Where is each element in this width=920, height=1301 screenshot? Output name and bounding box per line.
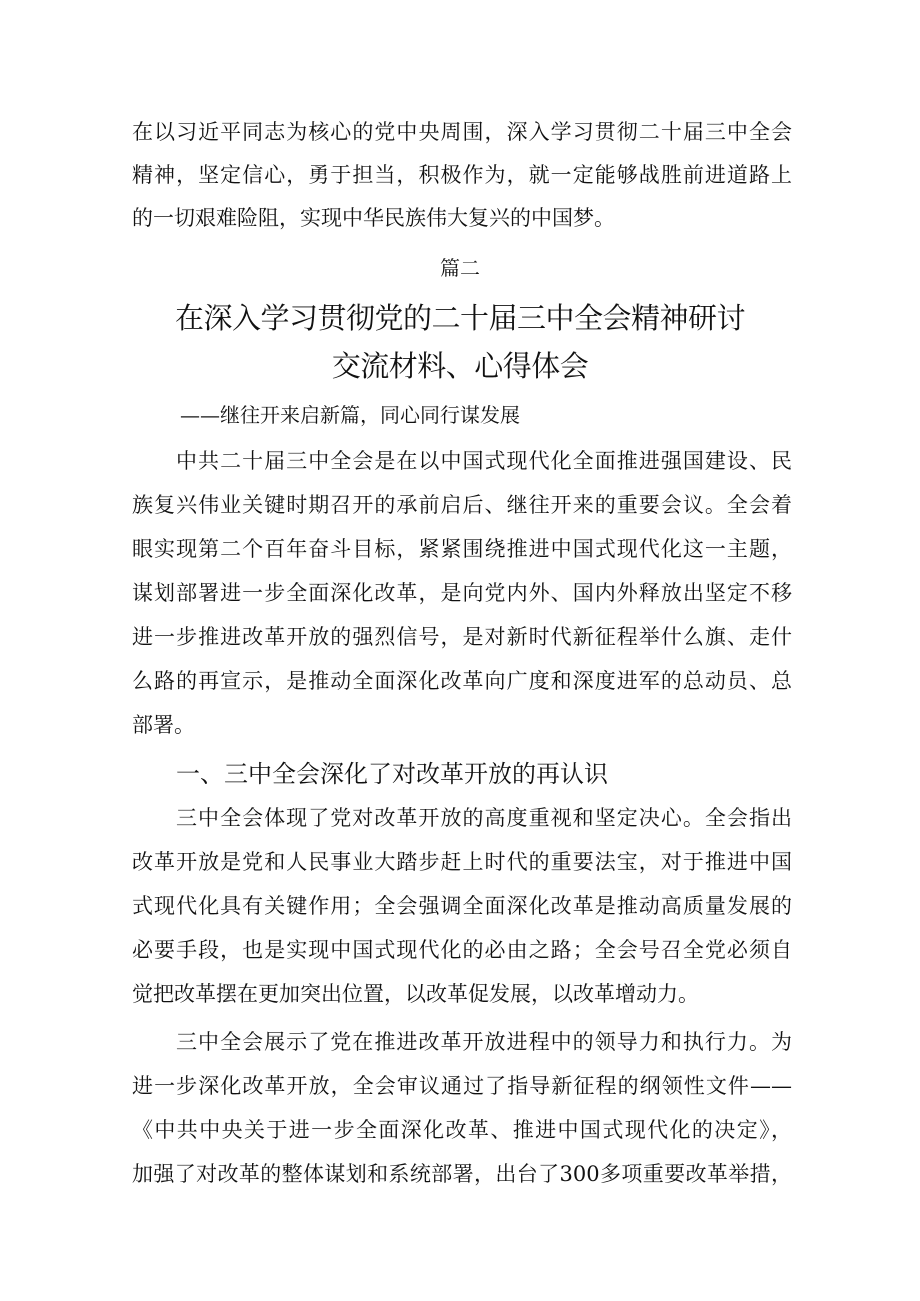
text-line: 三中全会体现了党对改革开放的高度重视和坚定决心。全会指出 (176, 806, 792, 830)
text-line: 改革开放是党和人民事业大踏步赶上时代的重要法宝，对于推进中国 (132, 850, 792, 874)
text-line: 进一步推进改革开放的强烈信号，是对新时代新征程举什么旗、走什 (132, 625, 792, 649)
text-line: 三中全会展示了党在推进改革开放进程中的领导力和执行力。为 (176, 1030, 792, 1054)
text-line: 部署。 (132, 713, 195, 737)
document-subtitle: ——继往开来启新篇，同心同行谋发展 (180, 403, 520, 427)
text-line: 加强了对改革的整体谋划和系统部署，出台了300多项重要改革举措， (132, 1162, 792, 1186)
text-line: 进一步深化改革开放，全会审议通过了指导新征程的纲领性文件—— (132, 1074, 792, 1098)
text-line: 眼实现第二个百年奋斗目标，紧紧围绕推进中国式现代化这一主题， (132, 537, 792, 561)
text-line: 觉把改革摆在更加突出位置，以改革促发展，以改革增动力。 (132, 982, 699, 1006)
text-line: 必要手段，也是实现中国式现代化的必由之路；全会号召全党必须自 (132, 938, 792, 962)
section-heading: 一、三中全会深化了对改革开放的再认识 (176, 760, 608, 788)
text-line: 式现代化具有关键作用；全会强调全面深化改革是推动高质量发展的 (132, 894, 792, 918)
text-line: 族复兴伟业关键时期召开的承前启后、继往开来的重要会议。全会着 (132, 493, 792, 517)
text-line: 中共二十届三中全会是在以中国式现代化全面推进强国建设、民 (176, 449, 792, 473)
text-line: 谋划部署进一步全面深化改革，是向党内外、国内外释放出坚定不移 (132, 581, 792, 605)
document-title-line-1: 在深入学习贯彻党的二十届三中全会精神研讨 (174, 301, 745, 335)
text-line: 么路的再宣示，是推动全面深化改革向广度和深度进军的总动员、总 (132, 669, 792, 693)
text-line: 的一切艰难险阻，实现中华民族伟大复兴的中国梦。 (132, 206, 615, 230)
document-title-line-2: 交流材料、心得体会 (331, 349, 589, 383)
text-line: 精神，坚定信心，勇于担当，积极作为，就一定能够战胜前进道路上 (132, 163, 792, 187)
section-label: 篇二 (440, 256, 480, 280)
text-line: 在以习近平同志为核心的党中央周围，深入学习贯彻二十届三中全会 (132, 120, 792, 144)
text-line: 《中共中央关于进一步全面深化改革、推进中国式现代化的决定》， (132, 1118, 792, 1142)
